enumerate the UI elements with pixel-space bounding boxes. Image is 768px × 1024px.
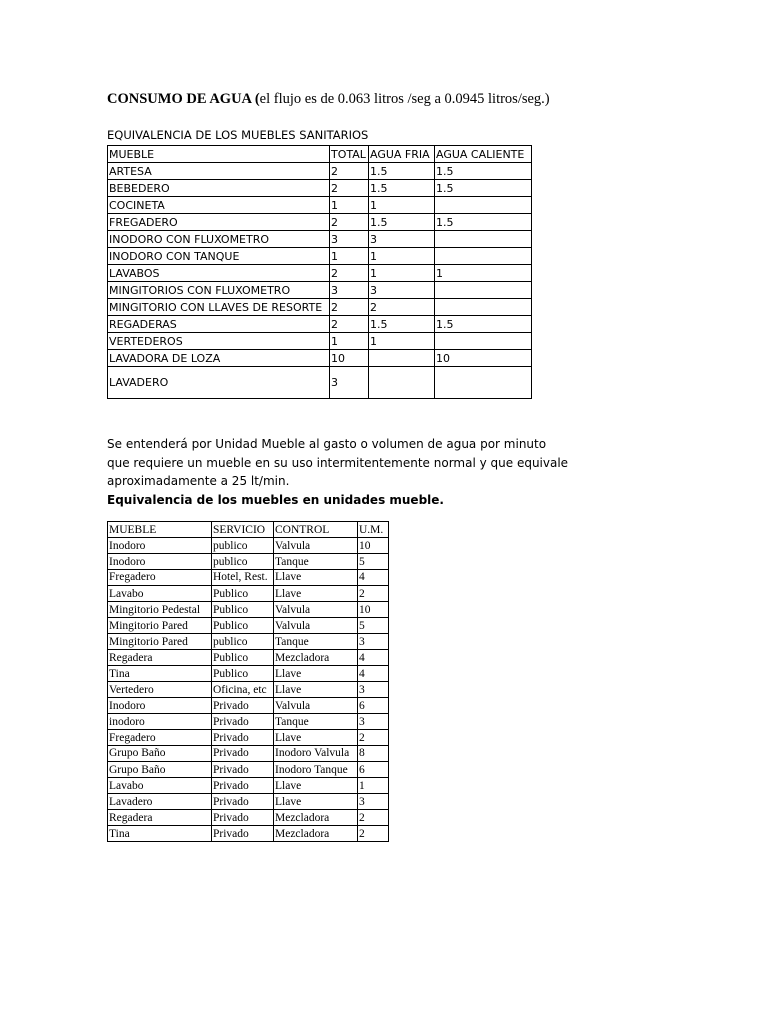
- table-row: [108, 231, 532, 248]
- table-cell: Llave: [274, 778, 358, 794]
- table-row: [108, 333, 532, 350]
- table-cell: [369, 367, 435, 399]
- table-cell: INODORO CON FLUXOMETRO: [108, 231, 330, 248]
- table-cell: LAVADORA DE LOZA: [108, 350, 330, 367]
- table-cell: Lavadero: [108, 794, 212, 810]
- table-cell: 2: [358, 586, 389, 602]
- table-cell: publico: [212, 554, 274, 570]
- table-cell: 1.5: [369, 214, 435, 231]
- table-cell: 2: [330, 316, 369, 333]
- table-cell: Privado: [212, 730, 274, 746]
- table-cell: COCINETA: [108, 197, 330, 214]
- table-cell: 6: [358, 762, 389, 778]
- table-cell: Llave: [274, 730, 358, 746]
- table-cell: Publico: [212, 666, 274, 682]
- table-row: [108, 794, 389, 810]
- table-cell: 1: [369, 333, 435, 350]
- paragraph-line: aproximadamente a 25 lt/min.: [107, 474, 290, 488]
- table-cell: REGADERAS: [108, 316, 330, 333]
- table-cell: BEBEDERO: [108, 180, 330, 197]
- table-cell: Mezcladora: [274, 810, 358, 826]
- table-header-row: [108, 522, 389, 538]
- table-row: [108, 180, 532, 197]
- column-header: MUEBLE: [108, 146, 330, 163]
- table-row: [108, 367, 532, 399]
- table-cell: inodoro: [108, 714, 212, 730]
- table-cell: Valvula: [274, 602, 358, 618]
- table-cell: 4: [358, 650, 389, 666]
- table-cell: INODORO CON TANQUE: [108, 248, 330, 265]
- table-row: [108, 316, 532, 333]
- table-cell: 1.5: [369, 316, 435, 333]
- table-cell: Tanque: [274, 714, 358, 730]
- table-cell: Llave: [274, 682, 358, 698]
- table-row: [108, 762, 389, 778]
- table-cell: 2: [330, 214, 369, 231]
- column-header: CONTROL: [274, 522, 358, 538]
- table-cell: 2: [358, 810, 389, 826]
- table-cell: Grupo Baño: [108, 762, 212, 778]
- table-cell: Publico: [212, 650, 274, 666]
- column-header: AGUA CALIENTE: [435, 146, 532, 163]
- table-cell: Mingitorio Pedestal: [108, 602, 212, 618]
- table-cell: 10: [358, 602, 389, 618]
- column-header: SERVICIO: [212, 522, 274, 538]
- table-cell: Llave: [274, 586, 358, 602]
- table-cell: 1: [330, 333, 369, 350]
- table-header-row: [108, 146, 532, 163]
- table2-caption: Equivalencia de los muebles en unidades mueble.: [107, 492, 444, 507]
- table-cell: 1.5: [435, 180, 532, 197]
- table-cell: 3: [330, 282, 369, 299]
- table-cell: 3: [358, 794, 389, 810]
- equivalencia-table: [107, 145, 532, 399]
- table-cell: [369, 350, 435, 367]
- table-cell: [435, 231, 532, 248]
- column-header: TOTAL: [330, 146, 369, 163]
- table-cell: Inodoro: [108, 698, 212, 714]
- table-cell: 1: [358, 778, 389, 794]
- table-cell: Privado: [212, 826, 274, 842]
- table-row: [108, 682, 389, 698]
- table-cell: 2: [369, 299, 435, 316]
- table-cell: Publico: [212, 602, 274, 618]
- table-cell: 8: [358, 746, 389, 762]
- table-cell: 3: [330, 231, 369, 248]
- table-cell: Inodoro Valvula: [274, 746, 358, 762]
- column-header: U.M.: [358, 522, 389, 538]
- table-cell: Llave: [274, 666, 358, 682]
- table-row: [108, 730, 389, 746]
- table-cell: 1.5: [435, 214, 532, 231]
- table-cell: 4: [358, 666, 389, 682]
- table-cell: 2: [330, 180, 369, 197]
- table-cell: Inodoro: [108, 538, 212, 554]
- table-cell: FREGADERO: [108, 214, 330, 231]
- table-cell: 1: [369, 248, 435, 265]
- table-cell: Tanque: [274, 554, 358, 570]
- table-cell: 1: [435, 265, 532, 282]
- table-cell: publico: [212, 538, 274, 554]
- table-cell: Regadera: [108, 810, 212, 826]
- table-cell: Privado: [212, 714, 274, 730]
- table-cell: 10: [435, 350, 532, 367]
- table-cell: Grupo Baño: [108, 746, 212, 762]
- column-header: MUEBLE: [108, 522, 212, 538]
- table-cell: 5: [358, 618, 389, 634]
- unidades-mueble-table: [107, 521, 389, 842]
- table-cell: Privado: [212, 762, 274, 778]
- table-cell: 1: [369, 197, 435, 214]
- table-cell: [435, 367, 532, 399]
- table-cell: 10: [330, 350, 369, 367]
- table-cell: 4: [358, 570, 389, 586]
- title-bold: CONSUMO DE AGUA (: [107, 91, 260, 107]
- table-cell: 1.5: [369, 180, 435, 197]
- table-cell: ARTESA: [108, 163, 330, 180]
- table-cell: Regadera: [108, 650, 212, 666]
- paragraph-line: Se entenderá por Unidad Mueble al gasto o volumen de agua por minuto: [107, 437, 547, 451]
- table-cell: Privado: [212, 778, 274, 794]
- table-cell: 1.5: [435, 163, 532, 180]
- table-row: [108, 698, 389, 714]
- table-cell: [435, 333, 532, 350]
- table-row: [108, 538, 389, 554]
- table-row: [108, 746, 389, 762]
- table-row: [108, 650, 389, 666]
- table-row: [108, 248, 532, 265]
- table-cell: 3: [369, 231, 435, 248]
- table-cell: Llave: [274, 794, 358, 810]
- table-cell: 10: [358, 538, 389, 554]
- table-cell: 2: [330, 299, 369, 316]
- table-row: [108, 214, 532, 231]
- column-header: AGUA FRIA: [369, 146, 435, 163]
- table-cell: 3: [358, 634, 389, 650]
- title-rest: el flujo es de 0.063 litros /seg a 0.0945 litros/seg.): [259, 91, 550, 107]
- table-row: [108, 570, 389, 586]
- table-cell: Privado: [212, 698, 274, 714]
- table-cell: 3: [358, 682, 389, 698]
- table-row: [108, 602, 389, 618]
- table-row: [108, 618, 389, 634]
- table-row: [108, 282, 532, 299]
- table1-caption: EQUIVALENCIA DE LOS MUEBLES SANITARIOS: [107, 128, 369, 142]
- table-cell: Fregadero: [108, 570, 212, 586]
- table-row: [108, 778, 389, 794]
- paragraph-line: que requiere un mueble en su uso intermitentemente normal y que equivale: [107, 455, 569, 470]
- table-cell: 1: [330, 248, 369, 265]
- table-cell: Mezcladora: [274, 650, 358, 666]
- table-row: [108, 714, 389, 730]
- table-cell: VERTEDEROS: [108, 333, 330, 350]
- table-cell: Lavabo: [108, 778, 212, 794]
- table-cell: [435, 197, 532, 214]
- table-row: [108, 810, 389, 826]
- table-cell: Oficina, etc: [212, 682, 274, 698]
- table-cell: [435, 248, 532, 265]
- table-cell: 1: [330, 197, 369, 214]
- table-row: [108, 826, 389, 842]
- table-cell: 3: [358, 714, 389, 730]
- table-row: [108, 666, 389, 682]
- table-row: [108, 634, 389, 650]
- table-cell: Hotel, Rest.: [212, 570, 274, 586]
- table-cell: Inodoro: [108, 554, 212, 570]
- table-row: [108, 299, 532, 316]
- table-cell: MINGITORIOS CON FLUXOMETRO: [108, 282, 330, 299]
- table-row: [108, 350, 532, 367]
- table-cell: 2: [330, 265, 369, 282]
- table-cell: Mezcladora: [274, 826, 358, 842]
- table-cell: Publico: [212, 618, 274, 634]
- table-cell: Mingitorio Pared: [108, 634, 212, 650]
- table-cell: LAVABOS: [108, 265, 330, 282]
- table-cell: Fregadero: [108, 730, 212, 746]
- table-row: [108, 265, 532, 282]
- table-cell: MINGITORIO CON LLAVES DE RESORTE: [108, 299, 330, 316]
- table-cell: Vertedero: [108, 682, 212, 698]
- page-title: [107, 91, 550, 108]
- table-cell: Inodoro Tanque: [274, 762, 358, 778]
- table-cell: 1.5: [435, 316, 532, 333]
- table-cell: Tanque: [274, 634, 358, 650]
- table-cell: publico: [212, 634, 274, 650]
- table-cell: Valvula: [274, 538, 358, 554]
- table-cell: 3: [330, 367, 369, 399]
- table-cell: Publico: [212, 586, 274, 602]
- table-cell: 6: [358, 698, 389, 714]
- table-cell: LAVADERO: [108, 367, 330, 399]
- table-cell: 1: [369, 265, 435, 282]
- table-cell: Lavabo: [108, 586, 212, 602]
- table-cell: Privado: [212, 746, 274, 762]
- table-cell: [435, 282, 532, 299]
- table-cell: Tina: [108, 826, 212, 842]
- table-cell: Valvula: [274, 698, 358, 714]
- table-row: [108, 554, 389, 570]
- table-cell: [435, 299, 532, 316]
- table-cell: Mingitorio Pared: [108, 618, 212, 634]
- table-cell: 1.5: [369, 163, 435, 180]
- table-cell: Tina: [108, 666, 212, 682]
- table-cell: Llave: [274, 570, 358, 586]
- table-cell: 2: [358, 730, 389, 746]
- table-cell: Privado: [212, 794, 274, 810]
- table-row: [108, 586, 389, 602]
- table-cell: 2: [358, 826, 389, 842]
- table-cell: 2: [330, 163, 369, 180]
- table-cell: 5: [358, 554, 389, 570]
- table-cell: Valvula: [274, 618, 358, 634]
- table-cell: Privado: [212, 810, 274, 826]
- table-row: [108, 163, 532, 180]
- unidad-mueble-paragraph: [107, 435, 667, 509]
- table-row: [108, 197, 532, 214]
- table-cell: 3: [369, 282, 435, 299]
